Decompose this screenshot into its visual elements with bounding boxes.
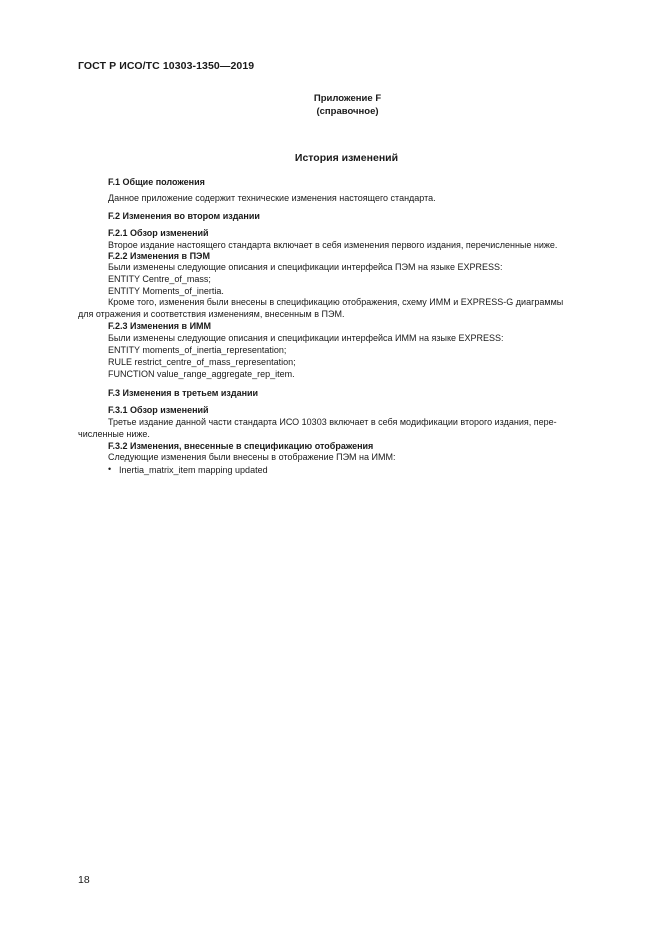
heading-f1: F.1 Общие положения bbox=[108, 177, 205, 187]
code-line: FUNCTION value_range_aggregate_rep_item. bbox=[108, 369, 295, 379]
heading-f3: F.3 Изменения в третьем издании bbox=[108, 388, 259, 398]
bullet-icon: • bbox=[108, 464, 112, 474]
code-line: ENTITY Moments_of_inertia. bbox=[108, 286, 224, 296]
code-line: ENTITY Centre_of_mass; bbox=[108, 274, 211, 284]
paragraph-continuation: численные ниже. bbox=[78, 429, 150, 439]
heading-f3-1: F.3.1 Обзор изменений bbox=[108, 405, 209, 415]
annex-label: Приложение F bbox=[313, 93, 382, 104]
heading-f2: F.2 Изменения во втором издании bbox=[108, 211, 260, 221]
heading-f2-2: F.2.2 Изменения в ПЭМ bbox=[108, 251, 210, 261]
heading-f3-2: F.3.2 Изменения, внесенные в спецификацию отображения bbox=[108, 441, 374, 451]
section-title: История изменений bbox=[294, 152, 399, 164]
paragraph: Кроме того, изменения были внесены в спецификацию отображения, схему ИММ и EXPRESS-G диаграммы bbox=[108, 297, 564, 307]
heading-f2-1: F.2.1 Обзор изменений bbox=[108, 228, 209, 238]
paragraph: Третье издание данной части стандарта ИСО 10303 включает в себя модификации второго издания, пере- bbox=[108, 417, 557, 427]
paragraph: Следующие изменения были внесены в отображение ПЭМ на ИММ: bbox=[108, 452, 396, 462]
annex-type: (справочное) bbox=[316, 106, 379, 117]
paragraph-continuation: для отражения и соответствия изменениям, внесенным в ПЭМ. bbox=[78, 309, 345, 319]
page-number: 18 bbox=[78, 874, 90, 886]
paragraph: Данное приложение содержит технические изменения настоящего стандарта. bbox=[108, 193, 436, 203]
annex-heading bbox=[0, 92, 661, 118]
paragraph: Были изменены следующие описания и спецификации интерфейса ПЭМ на языке EXPRESS: bbox=[108, 262, 503, 272]
list-item: Inertia_matrix_item mapping updated bbox=[119, 465, 268, 475]
standard-header: ГОСТ Р ИСО/ТС 10303-1350—2019 bbox=[78, 60, 255, 72]
code-line: RULE restrict_centre_of_mass_representation; bbox=[108, 357, 296, 367]
paragraph: Были изменены следующие описания и спецификации интерфейса ИММ на языке EXPRESS: bbox=[108, 333, 504, 343]
heading-f2-3: F.2.3 Изменения в ИММ bbox=[108, 321, 212, 331]
code-line: ENTITY moments_of_inertia_representation; bbox=[108, 345, 287, 355]
paragraph: Второе издание настоящего стандарта включает в себя изменения первого издания, перечисленные ниже. bbox=[108, 240, 558, 250]
